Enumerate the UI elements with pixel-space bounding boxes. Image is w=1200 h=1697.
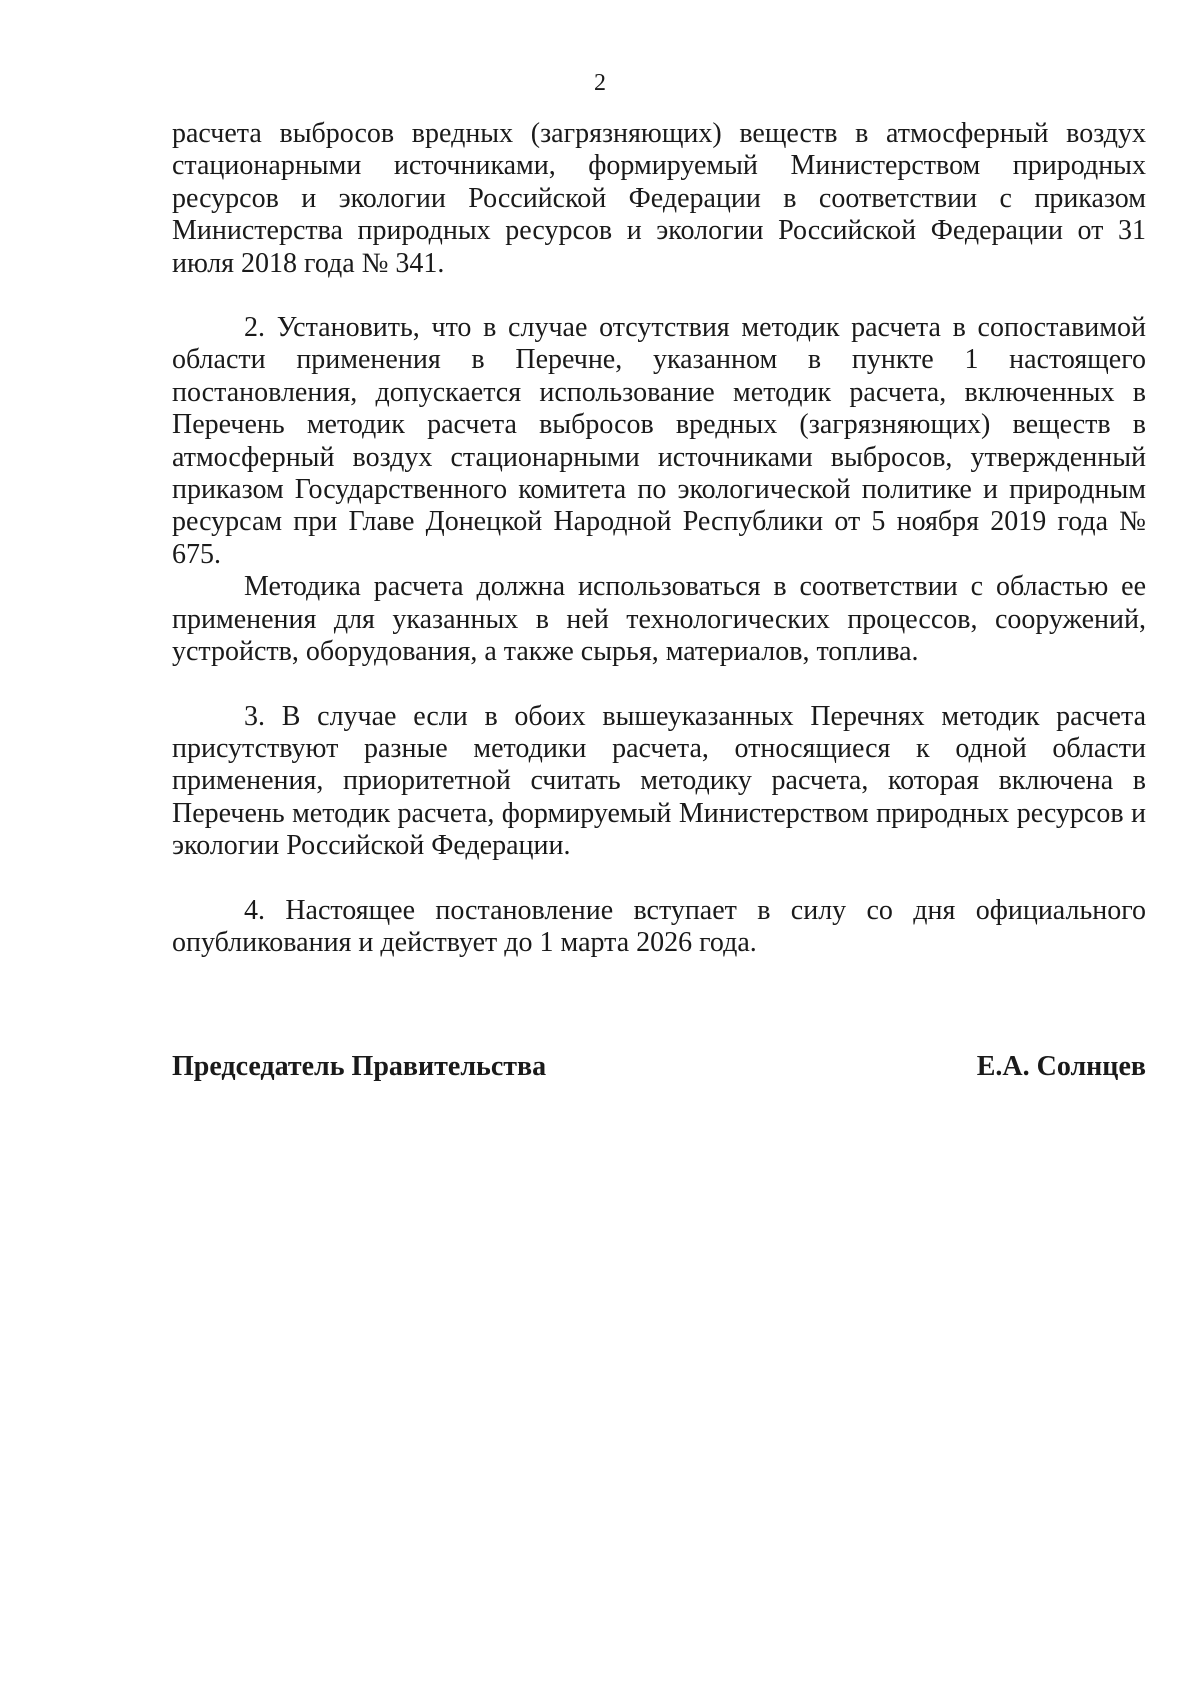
paragraph-continuation: расчета выбросов вредных (загрязняющих) веществ в атмосферный воздух стационарными источниками, формируемый Министерством природных ресурсов и экологии Российской Федерации в соответствии с приказом Министерства природных ресурсов и экологии Российской Федерации от 31 июля 2018 года № 341.: [172, 118, 1146, 279]
paragraph-spacer: [172, 863, 1146, 895]
paragraph-item-2-methodology: Методика расчета должна использоваться в соответствии с областью ее применения для указанных в ней технологических процессов, сооружений, устройств, оборудования, а также сырья, материалов, топлива.: [172, 571, 1146, 668]
document-body: [172, 118, 1146, 959]
signature-block: [172, 1051, 1146, 1083]
signatory-position: Председатель Правительства: [172, 1051, 547, 1082]
signatory-name: Е.А. Солнцев: [976, 1051, 1146, 1082]
page-number: 2: [594, 70, 606, 96]
paragraph-item-3: 3. В случае если в обоих вышеуказанных Перечнях методик расчета присутствуют разные методики расчета, относящиеся к одной области применения, приоритетной считать методику расчета, которая включена в Перечень методик расчета, формируемый Министерством природных ресурсов и экологии Российской Федерации.: [172, 700, 1146, 862]
paragraph-item-2: 2. Установить, что в случае отсутствия методик расчета в сопоставимой области применения в Перечне, указанном в пункте 1 настоящего постановления, допускается использование методик расчета, включенных в Перечень методик расчета выбросов вредных (загрязняющих) веществ в атмосферный воздух стационарными источниками выбросов, утвержденный приказом Государственного комитета по экологической политике и природным ресурсам при Главе Донецкой Народной Республики от 5 ноября 2019 года № 675.: [172, 312, 1146, 570]
paragraph-spacer: [172, 280, 1146, 312]
paragraph-spacer: [172, 669, 1146, 701]
paragraph-item-4: 4. Настоящее постановление вступает в силу со дня официального опубликования и действует до 1 марта 2026 года.: [172, 894, 1146, 958]
